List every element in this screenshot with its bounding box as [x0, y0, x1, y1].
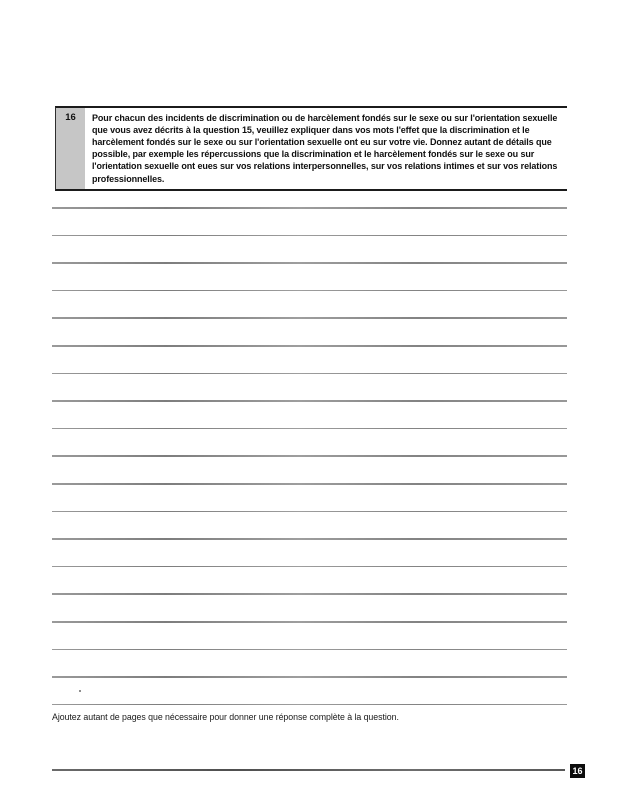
- answer-line: [52, 483, 567, 485]
- question-number: 16: [65, 112, 76, 123]
- page-number-badge: 16: [570, 764, 585, 778]
- answer-line: [52, 373, 567, 375]
- stray-mark: [79, 690, 81, 692]
- answer-lines-area: [52, 207, 567, 707]
- answer-line: [52, 235, 567, 237]
- question-text: Pour chacun des incidents de discrimination ou de harcèlement fondés sur le sexe ou sur l'orientation sexuelle que vous avez décrits à la question 15, veuillez expliquer dans vos mots l'effet que la discrimination et le harcèlement fondés sur le sexe ou sur l'orientation sexuelle ont eu sur votre vie. Donnez autant de détails que possible, par exemple les répercussions que la discrimination et le harcèlement fondés sur le sexe ou sur l'orientation sexuelle ont eues sur vos relations interpersonnelles, sur vos relations intimes et sur vos relations professionnelles.: [92, 112, 558, 184]
- answer-line: [52, 593, 567, 595]
- answer-line: [52, 345, 567, 347]
- question-16-box: [55, 106, 567, 191]
- answer-line: [52, 290, 567, 292]
- answer-line: [52, 704, 567, 706]
- bottom-rule: [52, 769, 565, 771]
- answer-line: [52, 317, 567, 319]
- answer-line: [52, 455, 567, 457]
- answer-line: [52, 676, 567, 678]
- question-number-cell: [56, 108, 85, 189]
- answer-line: [52, 400, 567, 402]
- answer-line: [52, 621, 567, 623]
- answer-line: [52, 566, 567, 568]
- answer-line: [52, 207, 567, 209]
- answer-line: [52, 428, 567, 430]
- footer-note: Ajoutez autant de pages que nécessaire pour donner une réponse complète à la question.: [52, 712, 399, 722]
- answer-line: [52, 649, 567, 651]
- answer-line: [52, 511, 567, 513]
- answer-line: [52, 262, 567, 264]
- answer-line: [52, 538, 567, 540]
